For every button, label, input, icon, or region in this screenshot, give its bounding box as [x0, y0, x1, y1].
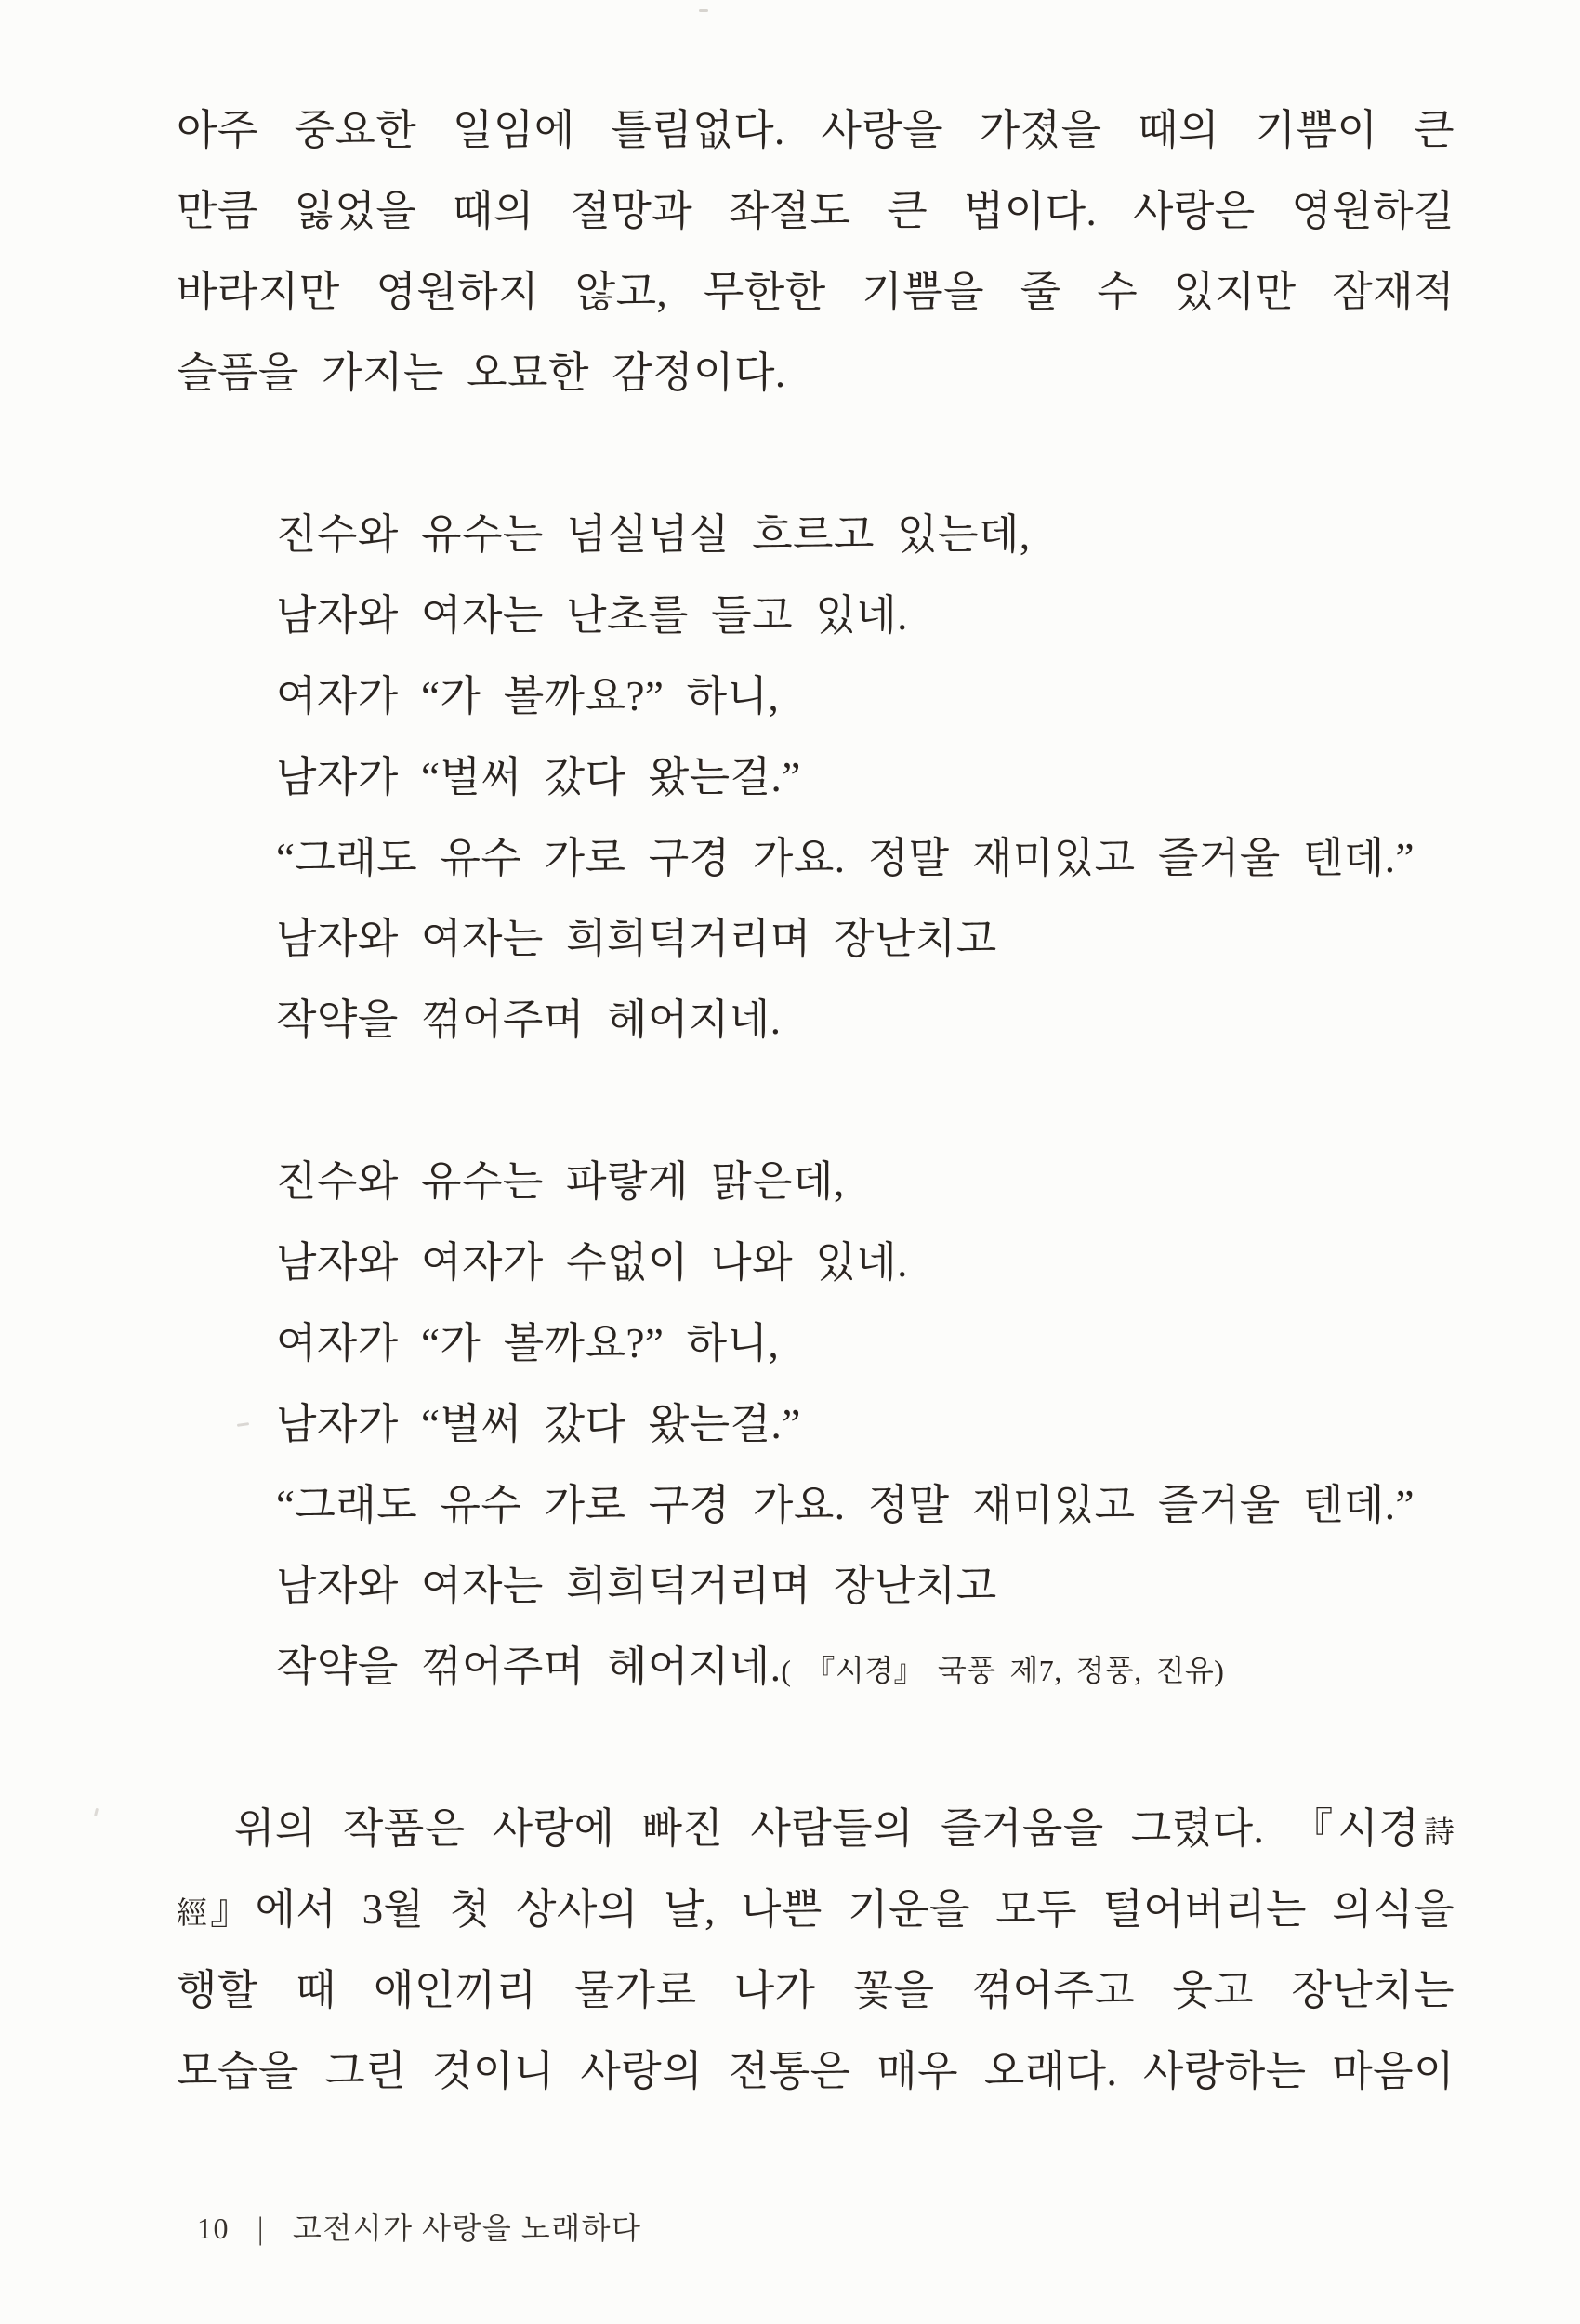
poem-line: 진수와 유수는 넘실넘실 흐르고 있는데,: [276, 511, 1031, 558]
scan-speck-top: [699, 9, 708, 12]
text-line: 모습을 그린 것이니 사랑의 전통은 매우 오래다. 사랑하는 마음이: [177, 2048, 1455, 2094]
text-line: 아주 중요한 일임에 틀림없다. 사랑을 가졌을 때의 기쁨이 큰: [177, 107, 1455, 153]
poem-line: 진수와 유수는 파랗게 맑은데,: [276, 1158, 845, 1205]
text-line: [177, 1789, 1455, 1869]
footer-separator: |: [257, 2211, 265, 2246]
poem-line: 작약을 꺾어주며 헤어지네.: [276, 997, 782, 1043]
paragraph-2: [177, 1789, 1455, 2112]
text-line: 슬픔을 가지는 오묘한 감정이다.: [177, 350, 786, 396]
hanja-annotation: 經: [177, 1897, 211, 1931]
book-title: 고전시가 사랑을 노래하다: [292, 2212, 642, 2245]
text-line: 만큼 잃었을 때의 절망과 좌절도 큰 법이다. 사랑은 영원하길: [177, 188, 1455, 234]
poem-stanza-2: [276, 1142, 1455, 1708]
text-line: 행할 때 애인끼리 물가로 나가 꽃을 꺾어주고 웃고 장난치는: [177, 1967, 1455, 2014]
poem-line: “그래도 유수 가로 구경 가요. 정말 재미있고 즐거울 텐데.”: [276, 835, 1415, 881]
text-line: [177, 1869, 1455, 1950]
page-footer: [197, 2205, 641, 2248]
text-segment: 』에서 3월 첫 상사의 날, 나쁜 기운을 모두 털어버리는 의식을: [210, 1886, 1455, 1933]
poem-stanza-1: [276, 495, 1455, 1061]
poem-line: 남자와 여자는 희희덕거리며 장난치고: [276, 916, 997, 962]
poem-line: “그래도 유수 가로 구경 가요. 정말 재미있고 즐거울 텐데.”: [276, 1482, 1415, 1528]
poem-line-with-citation: [276, 1627, 1455, 1708]
poem-line: 남자가 “벌써 갔다 왔는걸.”: [276, 754, 801, 800]
poem-line-text: 작약을 꺾어주며 헤어지네.: [276, 1644, 782, 1690]
text-line: 바라지만 영원하지 않고, 무한한 기쁨을 줄 수 있지만 잠재적: [177, 269, 1455, 315]
poem-line: 여자가 “가 볼까요?” 하니,: [276, 1320, 780, 1367]
text-segment: 위의 작품은 사랑에 빠진 사람들의 즐거움을 그렸다. 『시경: [234, 1805, 1420, 1852]
page-number: 10: [197, 2212, 230, 2245]
hanja-annotation: 詩: [1419, 1816, 1455, 1850]
source-citation: ( 『시경』 국풍 제7, 정풍, 진유): [781, 1654, 1225, 1687]
poem-line: 남자가 “벌써 갔다 왔는걸.”: [276, 1401, 801, 1447]
poem-line: 여자가 “가 볼까요?” 하니,: [276, 673, 780, 720]
poem-line: 남자와 여자는 희희덕거리며 장난치고: [276, 1563, 997, 1609]
paragraph-1: [177, 90, 1455, 414]
poem-line: 남자와 여자가 수없이 나와 있네.: [276, 1239, 908, 1286]
poem-line: 남자와 여자는 난초를 들고 있네.: [276, 592, 908, 639]
scan-speck-left: [94, 1808, 99, 1816]
page-content: [177, 90, 1455, 2112]
